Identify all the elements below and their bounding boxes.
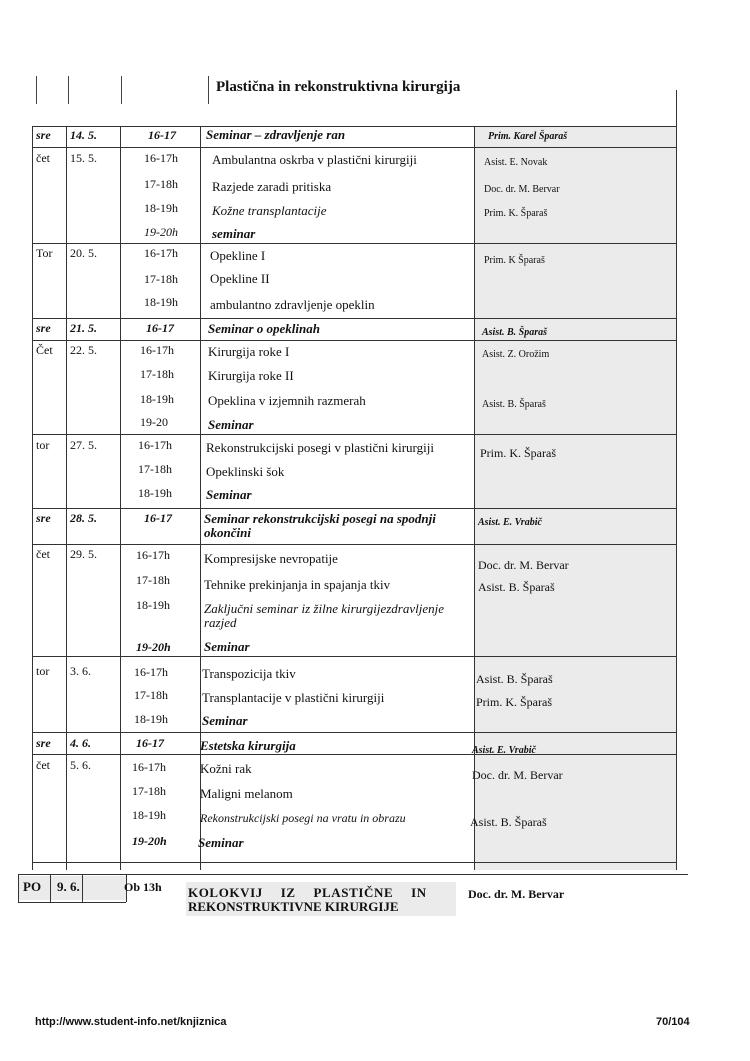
grid-line	[32, 318, 676, 319]
grid-line	[18, 874, 688, 875]
lecturer-cell: Prim. K. Šparaš	[476, 695, 552, 709]
grid-line	[32, 508, 676, 509]
exam-topic-line2: REKONSTRUKTIVNE KIRURGIJE	[188, 899, 399, 914]
lecturer-cell: Asist. B. Šparaš	[470, 815, 547, 829]
time-cell: 17-18h	[138, 462, 172, 476]
grid-line	[32, 862, 676, 863]
date-cell: 5. 6.	[70, 758, 91, 772]
time-cell: 19-20h	[136, 640, 171, 654]
time-cell: 19-20h	[132, 834, 167, 848]
grid-line	[82, 874, 83, 902]
date-cell: 21. 5.	[70, 321, 97, 335]
day-cell: Tor	[36, 246, 53, 260]
time-cell: 18-19h	[144, 295, 178, 309]
date-cell: 29. 5.	[70, 547, 97, 561]
topic-cell: Seminar – zdravljenje ran	[206, 127, 346, 142]
time-cell: 18-19h	[144, 201, 178, 215]
time-cell: 19-20	[140, 415, 168, 429]
exam-day: PO	[23, 879, 42, 894]
grid-line	[32, 434, 676, 435]
grid-line	[32, 732, 676, 733]
time-cell: 18-19h	[140, 392, 174, 406]
lecturer-cell: Asist. B. Šparaš	[482, 327, 548, 338]
time-cell: 17-18h	[132, 784, 166, 798]
lecturer-cell: Asist. E. Novak	[484, 157, 548, 168]
time-cell: 19-20h	[144, 225, 178, 239]
topic-cell: Kožne transplantacije	[212, 203, 327, 218]
grid-line	[18, 874, 19, 902]
topic-cell: Opekline I	[210, 248, 266, 263]
footer-url[interactable]: http://www.student-info.net/knjiznica	[35, 1016, 227, 1028]
lecturer-cell: Doc. dr. M. Bervar	[472, 768, 563, 782]
grid-line	[32, 147, 676, 148]
topic-cell: Rekonstrukcijski posegi v plastični kirurgiji	[206, 440, 434, 455]
grid-line	[66, 126, 67, 870]
topic-cell: Opeklina v izjemnih razmerah	[208, 393, 366, 408]
topic-cell: Transplantacije v plastični kirurgiji	[202, 690, 385, 705]
topic-cell: Kožni rak	[200, 761, 252, 776]
topic-cell: Transpozicija tkiv	[202, 666, 296, 681]
grid-line	[32, 126, 676, 127]
topic-cell: Seminar o opeklinah	[208, 321, 320, 336]
page-title: Plastična in rekonstruktivna kirurgija	[216, 79, 461, 95]
page-number: 70/104	[656, 1016, 690, 1028]
grid-line	[676, 90, 677, 870]
topic-cell: Opekline II	[210, 271, 270, 286]
exam-topic-line1-text: KOLOKVIJ IZ PLASTIČNE IN	[188, 885, 427, 900]
lecturer-cell: Asist. B. Šparaš	[476, 672, 553, 686]
time-cell: 16-17h	[132, 760, 166, 774]
lecturer-cell: Prim. Karel Šparaš	[488, 131, 568, 142]
date-cell: 4. 6.	[70, 736, 91, 750]
topic-cell: Seminar rekonstrukcijski posegi na spodnji okončini	[204, 511, 436, 540]
time-cell: 17-18h	[144, 177, 178, 191]
lecturer-cell: Asist. E. Vrabič	[478, 517, 542, 528]
time-cell: 16-17	[148, 128, 176, 142]
day-cell: sre	[36, 736, 51, 750]
exam-date: 9. 6.	[57, 879, 80, 894]
exam-time: Ob 13h	[124, 880, 162, 894]
time-cell: 17-18h	[144, 272, 178, 286]
time-cell: 16-17	[146, 321, 174, 335]
time-cell: 16-17	[144, 511, 172, 525]
topic-cell: Estetska kirurgija	[200, 738, 296, 753]
topic-cell: Kirurgija roke I	[208, 344, 290, 359]
time-cell: 16-17h	[134, 665, 168, 679]
grid-line	[200, 126, 201, 870]
header-tick	[208, 76, 209, 104]
topic-cell: Tehnike prekinjanja in spajanja tkiv	[204, 577, 391, 592]
header-tick	[68, 76, 69, 104]
topic-cell: seminar	[212, 226, 256, 241]
grid-line	[18, 902, 126, 903]
lecturer-cell: Doc. dr. M. Bervar	[478, 558, 569, 572]
lecturer-cell: Asist. B. Šparaš	[478, 580, 555, 594]
day-cell: tor	[36, 664, 50, 678]
topic-cell: Rekonstrukcijski posegi na vratu in obrazu	[200, 811, 406, 825]
grid-line	[474, 126, 475, 870]
topic-cell: Razjede zaradi pritiska	[212, 179, 332, 194]
time-cell: 17-18h	[136, 573, 170, 587]
time-cell: 18-19h	[138, 486, 172, 500]
topic-cell: Kirurgija roke II	[208, 368, 294, 383]
exam-topic	[188, 886, 456, 914]
date-cell: 15. 5.	[70, 151, 97, 165]
date-cell: 27. 5.	[70, 438, 97, 452]
topic-cell: Seminar	[202, 713, 248, 728]
time-cell: 16-17	[136, 736, 164, 750]
lecturer-cell: Asist. B. Šparaš	[482, 399, 546, 410]
date-cell: 14. 5.	[70, 128, 97, 142]
lecturer-column-shade	[474, 126, 676, 870]
lecturer-cell: Doc. dr. M. Bervar	[484, 184, 560, 195]
date-cell: 28. 5.	[70, 511, 97, 525]
lecturer-cell: Prim. K. Šparaš	[484, 208, 548, 219]
day-cell: sre	[36, 321, 51, 335]
topic-cell: Seminar	[198, 835, 244, 850]
day-cell: čet	[36, 151, 50, 165]
topic-cell: Seminar	[204, 639, 250, 654]
grid-line	[32, 340, 676, 341]
time-cell: 16-17h	[138, 438, 172, 452]
time-cell: 16-17h	[136, 548, 170, 562]
header-tick	[121, 76, 122, 104]
lecturer-cell: Prim. K. Šparaš	[480, 446, 556, 460]
date-cell: 22. 5.	[70, 343, 97, 357]
grid-line	[120, 126, 121, 870]
lecturer-cell: Asist. E. Vrabič	[472, 745, 536, 756]
date-cell: 20. 5.	[70, 246, 97, 260]
topic-cell: Seminar	[208, 417, 254, 432]
grid-line	[32, 243, 676, 244]
time-cell: 18-19h	[134, 712, 168, 726]
topic-cell: Opeklinski šok	[206, 464, 285, 479]
topic-cell: Maligni melanom	[200, 786, 293, 801]
time-cell: 16-17h	[144, 151, 178, 165]
time-cell: 16-17h	[140, 343, 174, 357]
day-cell: čet	[36, 547, 50, 561]
grid-line	[32, 754, 676, 755]
grid-line	[32, 126, 33, 870]
grid-line	[32, 656, 676, 657]
time-cell: 18-19h	[136, 598, 170, 612]
day-cell: čet	[36, 758, 50, 772]
exam-lecturer: Doc. dr. M. Bervar	[468, 887, 565, 901]
lecturer-cell: Asist. Z. Orožim	[482, 349, 550, 360]
topic-cell: Kompresijske nevropatije	[204, 551, 338, 566]
header-tick	[36, 76, 37, 104]
day-cell: sre	[36, 511, 51, 525]
grid-line	[32, 544, 676, 545]
day-cell: tor	[36, 438, 50, 452]
topic-cell: ambulantno zdravljenje opeklin	[210, 297, 375, 312]
day-cell: Čet	[36, 343, 53, 357]
time-cell: 17-18h	[140, 367, 174, 381]
time-cell: 18-19h	[132, 808, 166, 822]
time-cell: 16-17h	[144, 246, 178, 260]
grid-line	[50, 874, 51, 902]
exam-topic-line1	[188, 886, 456, 900]
topic-cell: Seminar	[206, 487, 252, 502]
day-cell: sre	[36, 128, 51, 142]
date-cell: 3. 6.	[70, 664, 91, 678]
topic-cell: Ambulantna oskrba v plastični kirurgiji	[212, 152, 417, 167]
time-cell: 17-18h	[134, 688, 168, 702]
topic-cell: Zaključni seminar iz žilne kirurgijezdravljenje razjed	[204, 601, 444, 630]
lecturer-cell: Prim. K Šparaš	[484, 255, 545, 266]
